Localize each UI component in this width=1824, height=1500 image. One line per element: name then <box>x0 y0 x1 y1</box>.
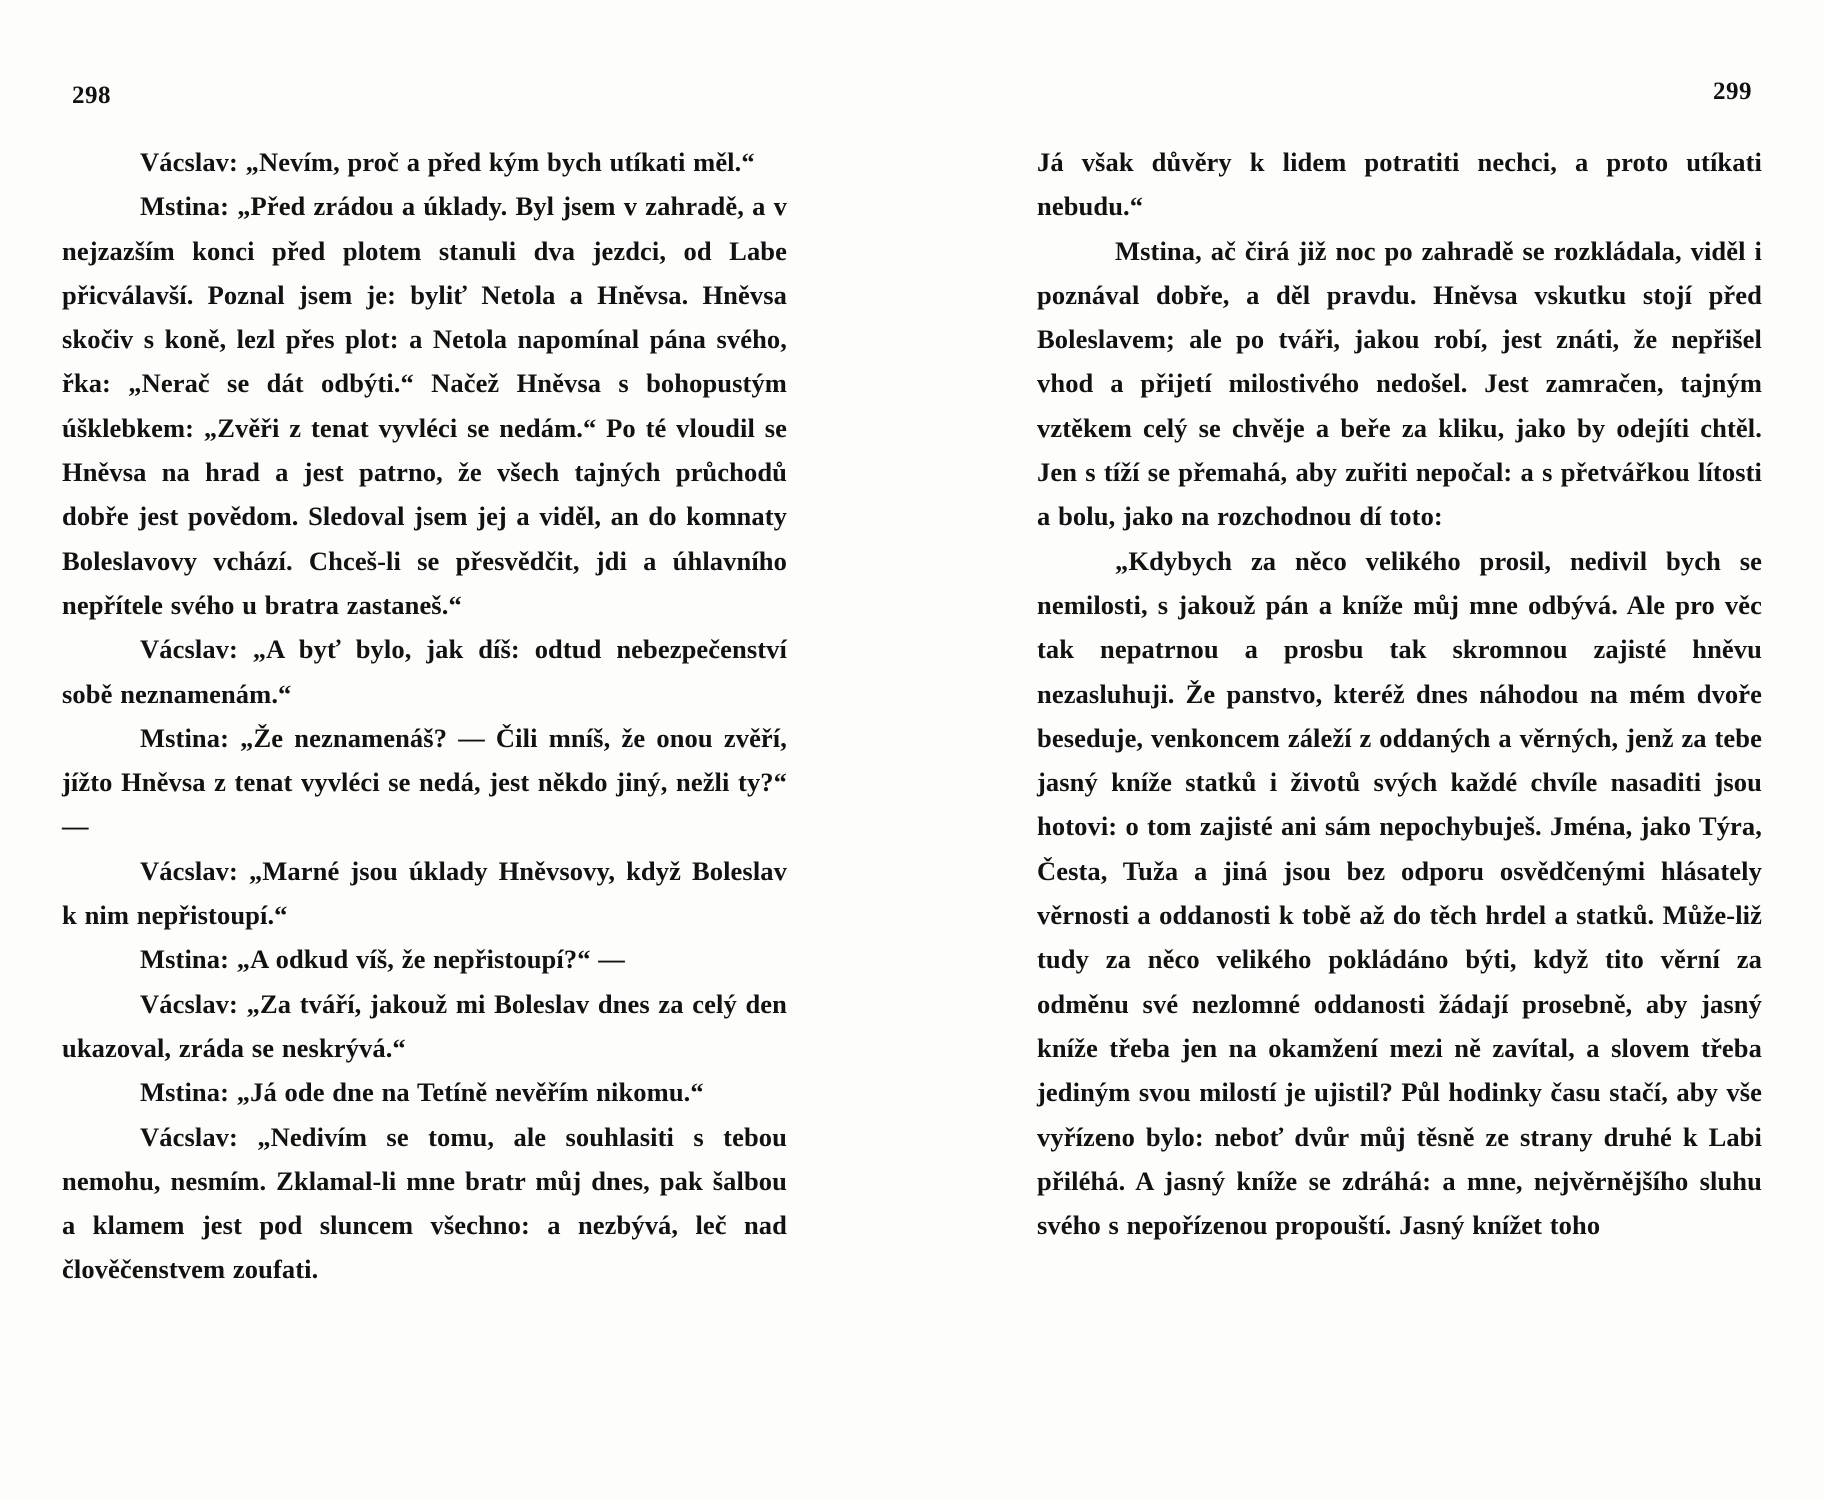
paragraph: Mstina: „A odkud víš, že nepřistoupí?“ — <box>140 944 625 975</box>
page-column-right <box>1037 140 1762 1292</box>
paragraph: Vácslav: „Nevím, proč a před kým bych utíkati měl.“ <box>140 147 755 177</box>
page-number-right: 299 <box>1713 78 1752 105</box>
paragraph: Mstina: „Já ode dne na Tetíně nevěřím nikomu.“ <box>140 1077 704 1108</box>
paragraph: Já však důvěry k lidem potratiti nechci, a proto utíkati nebudu.“ <box>1037 147 1762 222</box>
paragraph: Mstina: „Že neznamenáš? — Čili mníš, že onou zvěří, jížto Hněvsa z tenat vyvléci se nedá, jest někdo jiný, nežli ty?“ — <box>62 722 787 842</box>
page-number-left: 298 <box>72 82 111 109</box>
paragraph: Vácslav: „Marné jsou úklady Hněvsovy, když Boleslav k nim nepřistoupí.“ <box>62 855 787 931</box>
page-column-left <box>62 140 787 1292</box>
text-columns <box>0 140 1824 1292</box>
paragraph: „Kdybych za něco velikého prosil, nedivil bych se nemilosti, s jakouž pán a kníže můj mne odbývá. Ale pro věc tak nepatrnou a prosbu tak skromnou zajisté hněvu nezasluhuji. Že panstvo, kteréž dnes náhodou na mém dvoře beseduje, venkoncem záleží z oddaných a věrných, jenž za tebe jasný kníže statků i životů svých každé chvíle nasaditi jsou hotovi: o tom zajisté ani sám nepochybuješ. Jména, jako Týra, Česta, Tuža a jiná jsou bez odporu osvědčenými hlásately věrnosti a oddanosti k tobě až do těch hrdel a statků. Může-liž tudy za něco velikého pokládáno býti, když tito věrní za odměnu své nezlomné oddanosti žádají prosebně, aby jasný kníže třeba jen na okamžení mezi ně zavítal, a slovem třeba jediným svou milostí je ujistil? Půl hodinky času stačí, aby vše vyřízeno bylo: neboť dvůr můj těsně ze strany druhé k Labi přiléhá. A jasný kníže se zdráhá: a mne, nejvěrnějšího sluhu svého s nepořízenou propouští. Jasný knížet toho <box>1037 545 1762 1241</box>
paragraph: Vácslav: „A byť bylo, jak díš: odtud nebezpečenství sobě neznamenám.“ <box>62 634 787 709</box>
paragraph: Vácslav: „Za tváří, jakouž mi Boleslav dnes za celý den ukazoval, zráda se neskrývá.“ <box>62 988 787 1063</box>
paragraph: Mstina: „Před zrádou a úklady. Byl jsem v zahradě, a v nejzazším konci před plotem stanuli dva jezdci, od Labe přicválavší. Poznal jsem je: byliť Netola a Hněvsa. Hněvsa skočiv s koně, lezl přes plot: a Netola napomínal pána svého, řka: „Nerač se dát odbýti.“ Načež Hněvsa s bohopustým úšklebkem: „Zvěři z tenat vyvléci se nedám.“ Po té vloudil se Hněvsa na hrad a jest patrno, že všech tajných průchodů dobře jest povědom. Sledoval jsem jej a viděl, an do komnaty Boleslavovy vchází. Chceš-li se přesvědčit, jdi a úhlavního nepřítele svého u bratra zastaneš.“ <box>62 191 787 620</box>
paragraph: Vácslav: „Nedivím se tomu, ale souhlasiti s tebou nemohu, nesmím. Zklamal-li mne bratr můj dnes, pak šalbou a klamem jest pod sluncem všechno: a nezbývá, leč nad člověčenstvem zoufati. <box>62 1121 787 1285</box>
paragraph: Mstina, ač čirá již noc po zahradě se rozkládala, viděl i poznával dobře, a děl pravdu. Hněvsa vskutku stojí před Boleslavem; ale po tváři, jakou robí, jest znáti, že nepřišel vhod a přijetí milostivého nedošel. Jest zamračen, tajným vztěkem celý se chvěje a beře za kliku, jako by odejíti chtěl. Jen s tíží se přemahá, aby zuřiti nepočal: a s přetvářkou lítosti a bolu, jako na rozchodnou dí toto: <box>1037 235 1762 532</box>
